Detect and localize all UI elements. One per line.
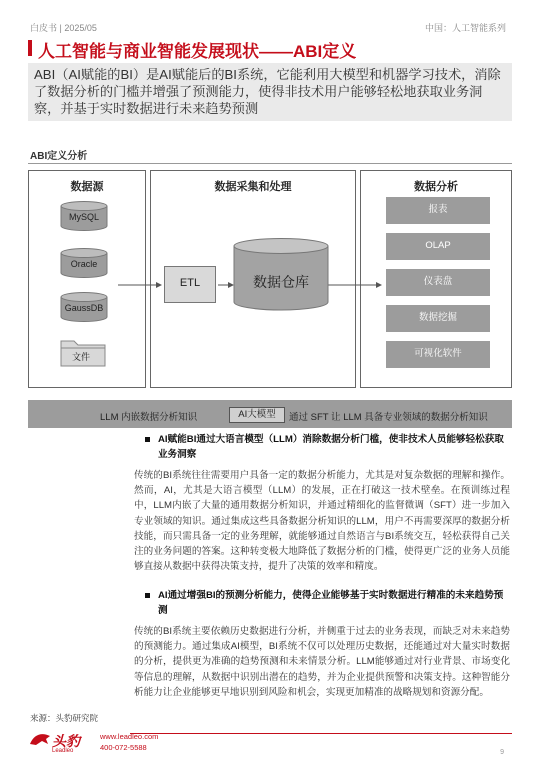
warehouse-label: 数据仓库 [253, 274, 309, 290]
source-oracle: Oracle [70, 259, 98, 269]
llm-sft-label: 通过 SFT 让 LLM 具备专业领域的数据分析知识 [289, 412, 488, 423]
etl-label: ETL [179, 277, 201, 289]
section-1-heading: AI赋能BI通过大语言模型（LLM）消除数据分析门槛，使非技术人员能够轻松获取业务洞察 [158, 434, 504, 460]
analysis-olap: OLAP [386, 233, 490, 260]
report-meta: 白皮书 | 2025/05 [30, 23, 97, 33]
analysis-report: 报表 [386, 197, 490, 224]
column-title-collect: 数据采集和处理 [214, 181, 292, 193]
source-file: 文件 [71, 352, 90, 362]
analysis-dashboard: 仪表盘 [386, 269, 490, 296]
phone-number: 400-072-5588 [100, 743, 147, 752]
brand-logo-sub: Leadleo [52, 748, 74, 754]
column-title-source: 数据源 [70, 181, 104, 193]
brand-logo-text: 头豹 [52, 733, 80, 749]
source-gaussdb: GaussDB [64, 303, 104, 313]
source-note: 来源：头豹研究院 [30, 713, 99, 723]
website-link[interactable]: www.leadleo.com [100, 732, 159, 741]
leopard-logo-icon [28, 730, 52, 748]
source-mysql: MySQL [68, 212, 99, 222]
bullet-marker [145, 593, 150, 598]
llm-knowledge-label: LLM 内嵌数据分析知识 [100, 412, 198, 423]
ai-model-tag: AI大模型 [229, 407, 285, 423]
footer-divider [130, 733, 512, 734]
analysis-data-mining: 数据挖掘 [386, 305, 490, 332]
section-2-body: 传统的BI系统主要依赖历史数据进行分析，并侧重于过去的业务表现，而缺乏对未来趋势的预测能力。通过集成AI模型，BI系统不仅可以处理历史数据，还能通过对大量实时数据的分析，提供更为准确的趋势预测和未来情景分析。LLM能够通过对行业背景、市场变化等信息的理解，从数据中识别出潜在的趋势，并为企业提供预警和决策支持。这种智能分析能力让企业能够更早地识别到风险和机会，实现更加精准的战略规划和资源分配。 [134, 626, 510, 698]
page-title: 人工智能与商业智能发展现状——ABI定义 [38, 42, 357, 61]
section-2-heading: AI通过增强BI的预测分析能力，使得企业能够基于实时数据进行精准的未来趋势预测 [158, 590, 504, 616]
report-series: 中国：人工智能系列 [424, 23, 506, 33]
bullet-marker [145, 437, 150, 442]
page-number: 9 [500, 749, 504, 756]
analysis-visualization: 可视化软件 [386, 341, 490, 368]
diagram-title: ABI定义分析 [30, 151, 88, 162]
intro-summary: ABI（AI赋能的BI）是AI赋能后的BI系统，它能利用大模型和机器学习技术，消除了数据分析的门槛并增强了预测能力，使得非技术用户能够轻松地获取业务洞察，并基于实时数据进行未来趋势预测 [28, 63, 512, 121]
column-title-analysis: 数据分析 [414, 181, 458, 193]
section-1-body: 传统的BI系统往往需要用户具备一定的数据分析能力，尤其是对复杂数据的理解和操作。然而，AI，尤其是大语言模型（LLM）的发展，正在打破这一技术壁垒。在预训练过程中，LLM内嵌了大量的通用数据分析知识，并通过精细化的监督微调（SFT）进一步加入专业领域的知识。通过集成这些具备数据分析知识的LLM，用户不再需要深厚的数据分析技能，而只需具备一定的业务理解，就能够通过自然语言与BI系统交互，轻松获得自己关注的业务问题的答案。这种转变极大地降低了数据分析的门槛，使得更广泛的业务人员能够直接从数据中获得决策支持，提升了决策的效率和精度。 [134, 470, 510, 573]
